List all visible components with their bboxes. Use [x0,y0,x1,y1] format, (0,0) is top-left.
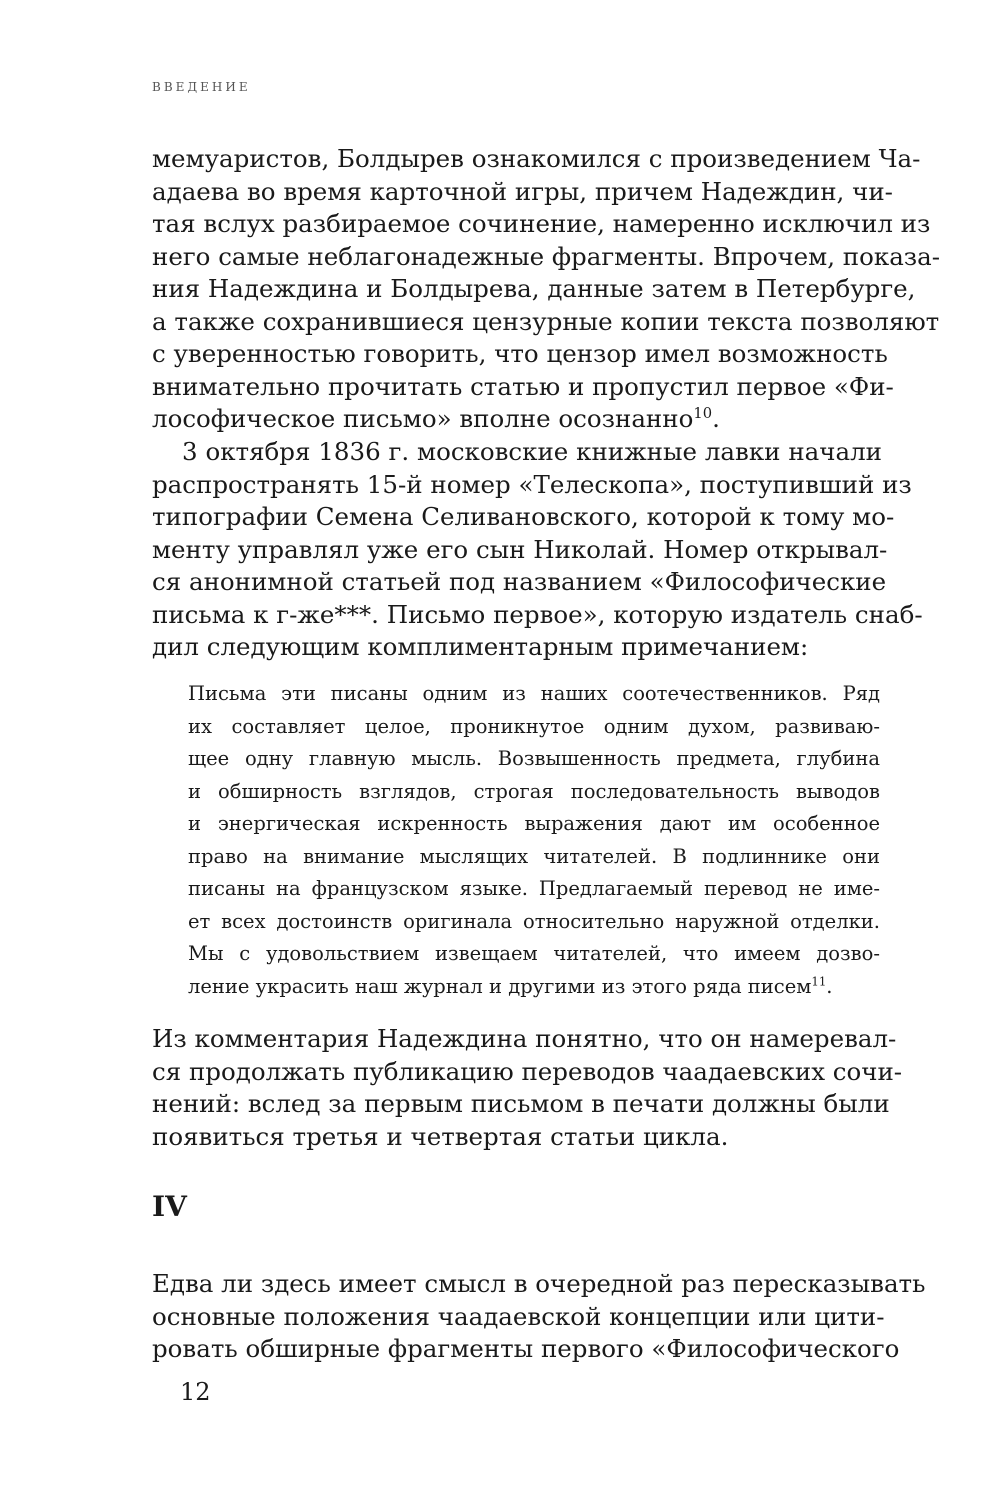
text-line: дил следующим комплиментарным примечанием: [152,632,809,661]
quote-line: щее одну главную мысль. Возвышенность предмета, глубина [188,747,880,770]
text-line: него самые неблагонадежные фрагменты. Впрочем, показа- [152,241,941,271]
text-line: письма к г-же***. Письмо первое», которую издатель снаб- [152,599,923,629]
text-line: менту управлял уже его сын Николай. Номер открывал- [152,534,888,564]
text-line: ния Надеждина и Болдырева, данные затем в Петербурге, [152,274,916,303]
line-text: ление украсить наш журнал и другими из этого ряда писем [188,974,812,998]
text-line: ся анонимной статьей под названием «Философические [152,567,887,596]
paragraph-2 [152,436,923,664]
block-quote [188,678,880,1003]
text-line: нений: вслед за первым письмом в печати должны были [152,1089,890,1118]
paragraph-1 [152,143,941,436]
quote-line [188,971,880,1004]
line-end: . [826,974,833,998]
text-line: основные положения чаадаевской концепции или цити- [152,1301,885,1331]
text-line: Из комментария Надеждина понятно, что он намеревал- [152,1024,897,1053]
text-line: тая вслух разбираемое сочинение, намеренно исключил из [152,209,931,238]
quote-line: право на внимание мыслящих читателей. В подлиннике они [188,844,880,868]
text-line: с уверенностью говорить, что цензор имел возможность [152,339,888,368]
text-line: Едва ли здесь имеет смысл в очередной раз пересказывать [152,1269,926,1298]
text-line: типографии Семена Селивановского, которой к тому мо- [152,502,895,531]
quote-line: и обширность взглядов, строгая последовательность выводов [188,779,880,803]
text-line [152,403,882,436]
line-end: . [712,404,720,433]
line-text: лософическое письмо» вполне осознанно [152,404,694,433]
text-line: внимательно прочитать статью и пропустил первое «Фи- [152,371,894,401]
quote-line: Мы с удовольствием извещаем читателей, что имеем дозво- [188,942,880,965]
footnote-ref[interactable]: 11 [811,974,827,988]
quote-line: и энергическая искренность выражения дают им особенное [188,812,880,835]
page-number: 12 [180,1378,211,1406]
text-line: ровать обширные фрагменты первого «Философического [152,1334,900,1363]
text-line: ся продолжать публикацию переводов чаадаевских сочи- [152,1056,903,1086]
paragraph-4 [152,1268,926,1366]
footnote-ref[interactable]: 10 [693,404,713,422]
paragraph-3 [152,1023,903,1153]
running-head: ВВЕДЕНИЕ [152,80,251,94]
quote-line: писаны на французском языке. Предлагаемый перевод не име- [188,877,880,900]
text-line: распространять 15-й номер «Телескопа», поступивший из [152,469,912,499]
text-line: 3 октября 1836 г. московские книжные лавки начали [182,437,882,466]
text-line: адаева во время карточной игры, причем Надеждин, чи- [152,176,893,206]
text-line: появиться третья и четвертая статьи цикла. [152,1121,729,1151]
quote-line: их составляет целое, проникнутое одним духом, развиваю- [188,714,880,738]
quote-line: Письма эти писаны одним из наших соотечественников. Ряд [188,682,880,705]
text-line: а также сохранившиеся цензурные копии текста позволяют [152,306,940,336]
quote-line: ет всех достоинств оригинала относительно наружной отделки. [188,909,880,933]
text-line: мемуаристов, Болдырев ознакомился с произведением Ча- [152,144,921,173]
section-heading: IV [152,1190,187,1223]
